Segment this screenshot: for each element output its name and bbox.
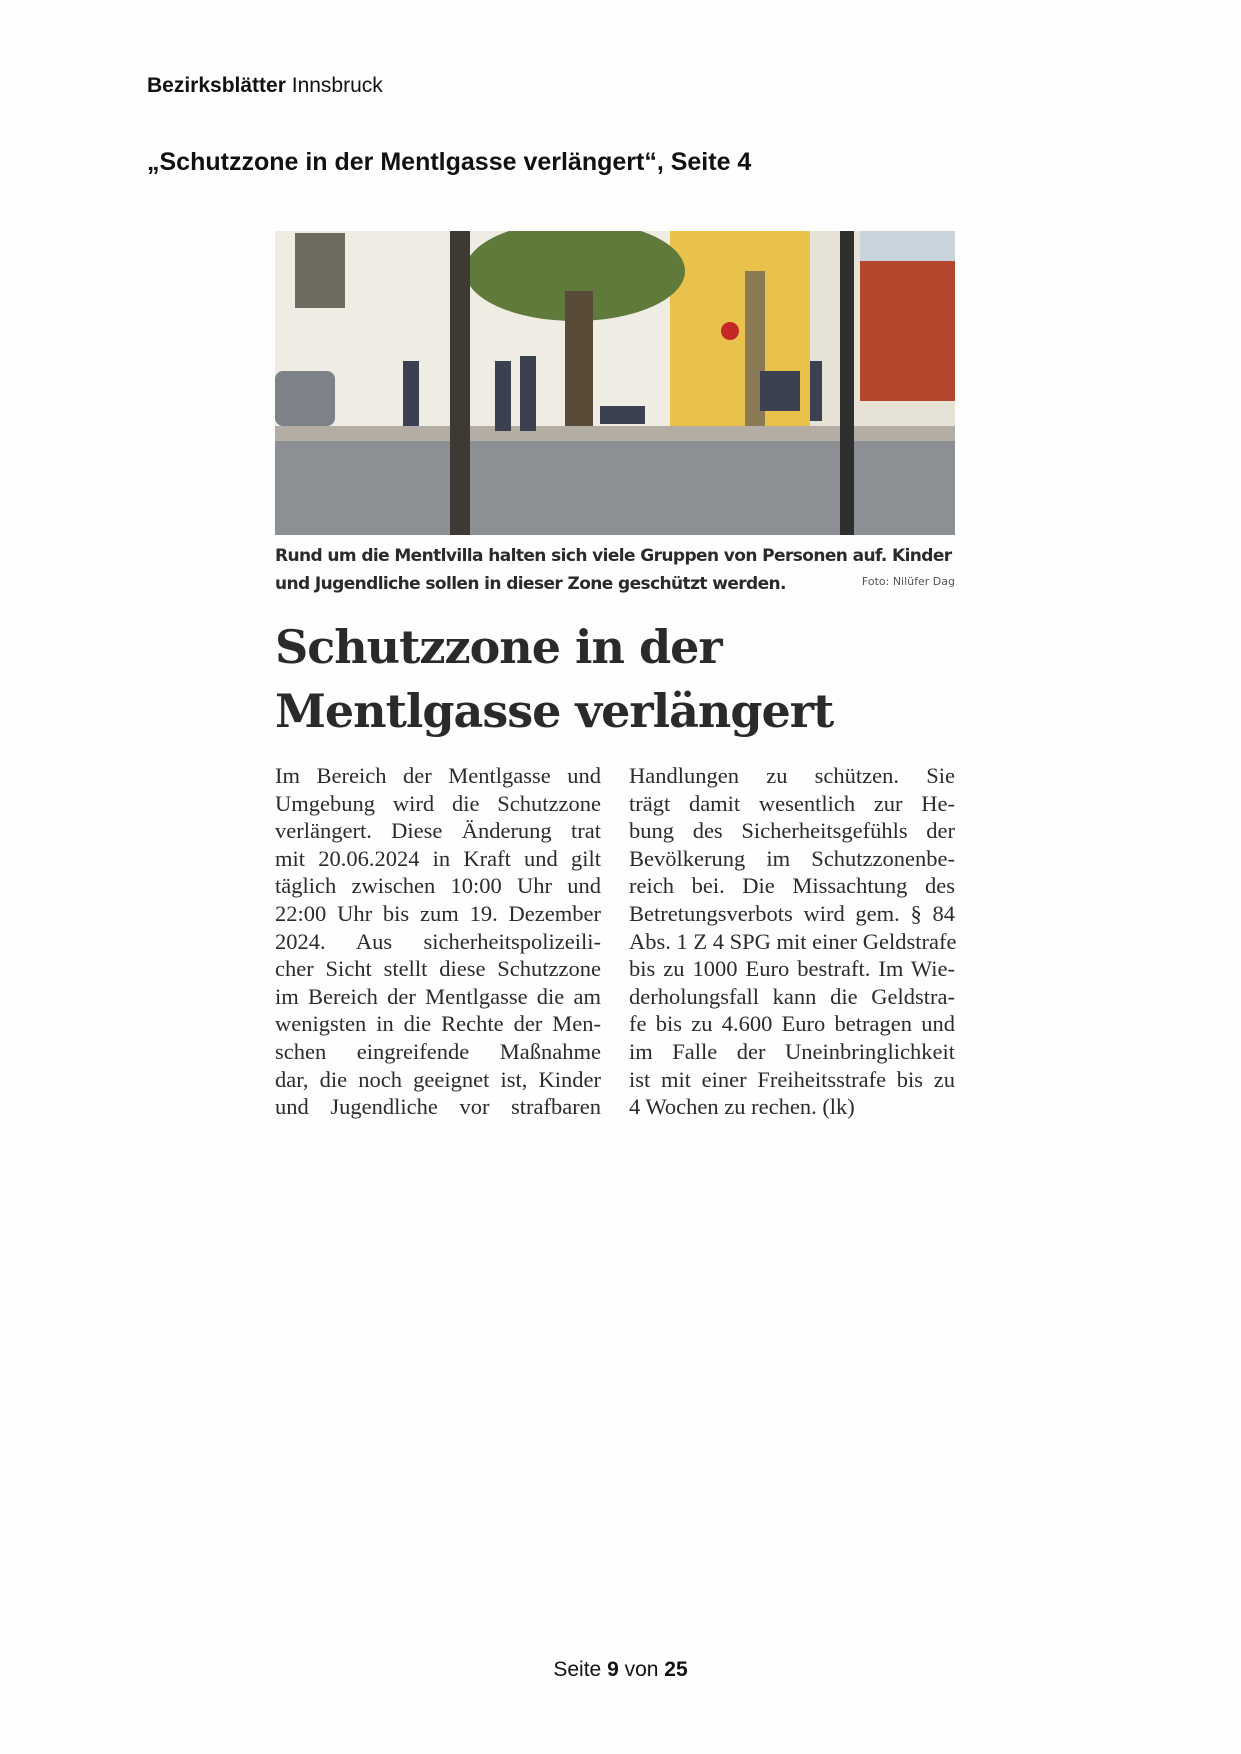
page-footer xyxy=(0,1658,1241,1682)
publication-header xyxy=(147,74,383,98)
body-line: täglich zwischen 10:00 Uhr und xyxy=(275,873,601,899)
publication-region: Innsbruck xyxy=(291,74,383,97)
body-line: im Falle der Uneinbringlichkeit xyxy=(629,1038,955,1064)
body-line: fe bis zu 4.600 Euro betragen und xyxy=(629,1011,955,1037)
article-reference-title: „Schutzzone in der Mentlgasse verlängert“, Seite 4 xyxy=(147,148,752,176)
body-line: mit 20.06.2024 in Kraft und gilt xyxy=(275,845,601,871)
body-line: Bevölkerung im Schutzzonenbe- xyxy=(629,845,955,871)
body-line: bung des Sicherheitsgefühls der xyxy=(629,818,955,844)
footer-of: von xyxy=(624,1658,659,1681)
caption-text: Rund um die Mentlvilla halten sich viele Gruppen von Personen auf. Kinder und Jugendliche sollen in dieser Zone geschützt werden. xyxy=(275,546,952,594)
body-line: reich bei. Die Missachtung des xyxy=(629,873,955,899)
body-line: schen eingreifende Maßnahme xyxy=(275,1038,601,1064)
body-line: Handlungen zu schützen. Sie xyxy=(629,763,955,788)
body-column-2 xyxy=(629,762,955,1121)
photo-caption xyxy=(275,542,955,598)
headline-line: Schutzzone in der xyxy=(275,620,722,674)
body-line: wenigsten in die Rechte der Men- xyxy=(275,1011,601,1037)
body-line: ist mit einer Freiheitsstrafe bis zu xyxy=(629,1066,955,1092)
headline-line: Mentlgasse verlängert xyxy=(275,684,834,738)
current-page-number: 9 xyxy=(607,1658,619,1681)
body-line: dar, die noch geeignet ist, Kinder xyxy=(275,1066,601,1092)
body-line: derholungsfall kann die Geldstra- xyxy=(629,983,955,1009)
body-line: 4 Wochen zu rechen. (lk) xyxy=(629,1094,855,1120)
body-line: Umgebung wird die Schutzzone xyxy=(275,790,601,816)
publication-name: Bezirksblätter xyxy=(147,74,286,97)
body-line: und Jugendliche vor strafbaren xyxy=(275,1094,601,1120)
body-line: Abs. 1 Z 4 SPG mit einer Geldstrafe xyxy=(629,928,957,954)
body-line: Betretungsverbots wird gem. § 84 xyxy=(629,900,955,926)
article-headline xyxy=(275,615,833,743)
body-column-1 xyxy=(275,762,601,1121)
body-line: 22:00 Uhr bis zum 19. Dezember xyxy=(275,900,601,926)
footer-prefix: Seite xyxy=(553,1658,602,1681)
body-line: trägt damit wesentlich zur He- xyxy=(629,790,955,816)
body-line: verlängert. Diese Änderung trat xyxy=(275,818,601,844)
body-line: cher Sicht stellt diese Schutzzone xyxy=(275,956,601,982)
photo-credit: Foto: Nilüfer Dag xyxy=(861,575,955,588)
article-photo xyxy=(275,231,955,535)
body-line: Im Bereich der Mentlgasse und xyxy=(275,763,601,788)
total-pages: 25 xyxy=(664,1658,688,1681)
body-line: 2024. Aus sicherheitspolizeili- xyxy=(275,928,601,954)
body-line: im Bereich der Mentlgasse die am xyxy=(275,983,601,1009)
body-line: bis zu 1000 Euro bestraft. Im Wie- xyxy=(629,956,955,982)
